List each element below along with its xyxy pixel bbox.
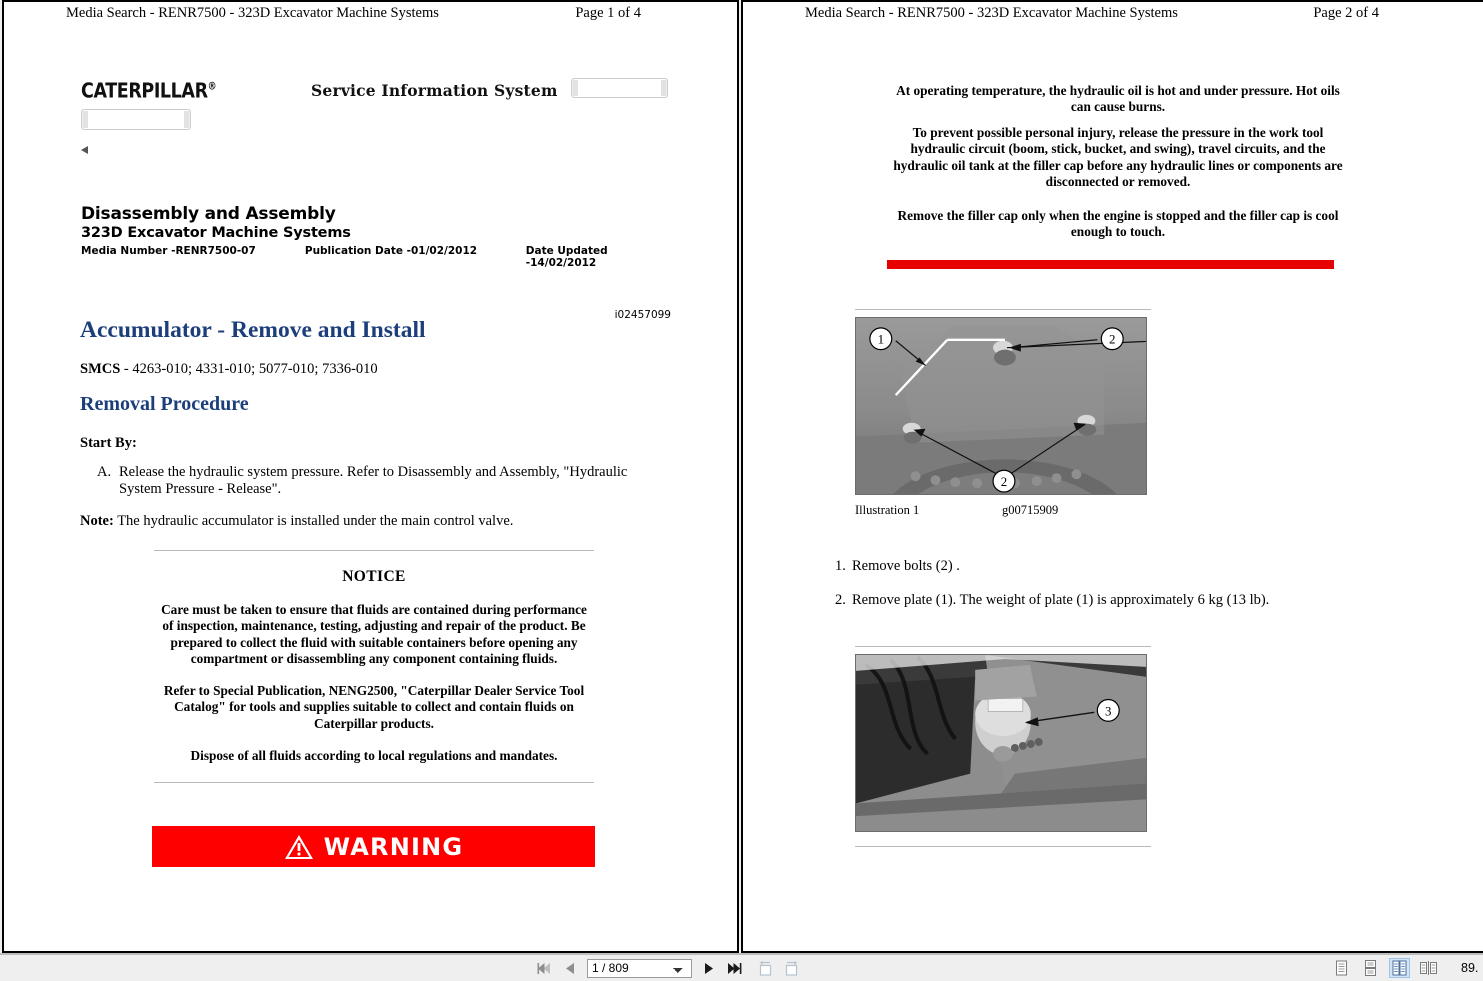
date-updated: Date Updated -14/02/2012	[525, 245, 608, 269]
sis-search-input[interactable]	[571, 78, 668, 98]
illustration-1-block	[855, 309, 1151, 518]
excavator-plate-photo	[856, 318, 1146, 494]
illustration-1-image	[855, 317, 1147, 495]
last-page-button[interactable]	[725, 958, 744, 978]
page-2-header	[743, 2, 1483, 24]
article-title: Accumulator - Remove and Install	[80, 317, 426, 343]
accumulator-photo	[856, 655, 1146, 831]
note-label: Note:	[80, 513, 114, 529]
next-page-button[interactable]	[699, 958, 718, 978]
continuous-page-icon	[1363, 960, 1378, 976]
publication-date: Publication Date -01/02/2012	[304, 245, 478, 257]
back-arrow-icon[interactable]	[81, 146, 88, 154]
registered-trademark-icon: ®	[207, 81, 217, 93]
illustration-1-caption: Illustration 1	[855, 503, 920, 517]
section-title-removal-procedure: Removal Procedure	[80, 393, 249, 415]
start-by-item	[97, 464, 672, 498]
sis-brand-row	[81, 76, 681, 126]
rotate-clockwise-button[interactable]	[782, 958, 801, 978]
page-2-header-page-label: Page 2 of 4	[1313, 4, 1379, 21]
previous-page-icon	[564, 962, 577, 975]
removal-steps-list	[835, 558, 1335, 626]
caterpillar-logo-text: CATERPILLAR	[81, 80, 208, 103]
page-navigation-group	[535, 955, 801, 981]
last-page-icon	[727, 962, 742, 975]
smcs-codes: - 4263-010; 4331-010; 5077-010; 7336-010	[120, 361, 378, 377]
page-1-header-title: Media Search - RENR7500 - 323D Excavator Machine Systems	[66, 4, 439, 21]
view-mode-group	[1331, 955, 1483, 981]
rotate-counterclockwise-icon	[757, 961, 774, 976]
svg-text:2: 2	[1000, 475, 1008, 490]
warning-banner	[152, 826, 595, 867]
hydraulic-warning-paragraph-1: At operating temperature, the hydraulic oil is hot and under pressure. Hot oils can cause burns.	[896, 83, 1340, 115]
illustration-1-graphic-id: g00715909	[1002, 503, 1059, 517]
warning-triangle-icon	[284, 834, 314, 860]
notice-paragraph-3: Dispose of all fluids according to local regulations and mandates.	[190, 748, 558, 764]
view-mode-continuous-button[interactable]	[1360, 958, 1381, 978]
notice-paragraph-1: Care must be taken to ensure that fluids are contained during performance of inspection, maintenance, testing, adjusting and repair of the product. Be prepared to collect the fluid with suitable containers before opening any compartment or disassembling any component containing fluids.	[161, 602, 587, 666]
notice-rule-top	[154, 550, 594, 551]
removal-step-text: Remove bolts (2) .	[852, 558, 960, 574]
first-page-icon	[537, 962, 552, 975]
rotate-clockwise-icon	[783, 961, 800, 976]
viewer-toolbar	[0, 955, 1483, 981]
next-page-icon	[702, 962, 715, 975]
page-2-body	[743, 24, 1483, 951]
note-text: The hydraulic accumulator is installed under the main control valve.	[113, 513, 514, 529]
removal-step-number: 1.	[835, 558, 846, 574]
document-subheading: 323D Excavator Machine Systems	[81, 225, 351, 241]
removal-step	[835, 558, 1335, 575]
view-mode-single-page-button[interactable]	[1331, 958, 1352, 978]
svg-text:3: 3	[1105, 704, 1112, 719]
view-mode-two-page-button[interactable]	[1389, 958, 1410, 978]
warning-red-bar	[887, 260, 1334, 269]
illustration-2-rule-top	[855, 646, 1151, 647]
smcs-line	[80, 361, 378, 378]
svg-text:2: 2	[1109, 332, 1116, 347]
start-by-item-text: Release the hydraulic system pressure. Refer to Disassembly and Assembly, "Hydraulic System Pressure - Release".	[119, 464, 628, 497]
illustration-1-rule-top	[855, 309, 1151, 310]
document-meta-line	[81, 245, 681, 269]
notice-block	[154, 550, 594, 783]
warning-label: WARNING	[323, 832, 464, 861]
illustration-2-block	[855, 646, 1151, 847]
page-number-select[interactable]	[587, 959, 692, 978]
removal-step	[835, 592, 1335, 609]
document-id: i02457099	[614, 309, 671, 321]
illustration-1-caption-row	[855, 503, 1151, 518]
rotate-counterclockwise-button[interactable]	[756, 958, 775, 978]
page-1-body	[4, 24, 737, 951]
single-page-icon	[1334, 960, 1349, 976]
page-1-header-page-label: Page 1 of 4	[575, 4, 641, 21]
hydraulic-warning-paragraph-3: Remove the filler cap only when the engine is stopped and the filler cap is cool enough to touch.	[897, 208, 1339, 240]
view-mode-book-view-button[interactable]	[1418, 958, 1439, 978]
notice-rule-bottom	[154, 782, 594, 783]
page-1-header	[4, 2, 737, 24]
notice-paragraph-2: Refer to Special Publication, NENG2500, "Caterpillar Dealer Service Tool Catalog" for tools and supplies suitable to collect and contain fluids on Caterpillar products.	[163, 683, 585, 731]
illustration-2-rule-bottom	[855, 846, 1151, 847]
note-line	[80, 513, 680, 530]
start-by-label: Start By:	[80, 435, 137, 451]
media-number: Media Number -RENR7500-07	[81, 245, 256, 257]
document-page-2[interactable]	[741, 0, 1483, 953]
first-page-button[interactable]	[535, 958, 554, 978]
page-2-header-title: Media Search - RENR7500 - 323D Excavator Machine Systems	[805, 4, 1178, 21]
removal-step-text: Remove plate (1). The weight of plate (1) is approximately 6 kg (13 lb).	[852, 592, 1270, 608]
svg-text:1: 1	[877, 332, 885, 347]
removal-step-number: 2.	[835, 592, 846, 608]
document-heading: Disassembly and Assembly	[81, 204, 336, 224]
media-search-input[interactable]	[81, 109, 191, 130]
app-title: Service Information System	[311, 81, 558, 100]
zoom-level-label[interactable]: 89.	[1461, 961, 1479, 975]
hydraulic-warning-paragraph-2: To prevent possible personal injury, release the pressure in the work tool hydraulic circuit (boom, stick, bucket, and swing), travel circuits, and the hydraulic oil tank at the filler cap before any hydraulic lines or components are disconnected or removed.	[893, 125, 1343, 189]
notice-title: NOTICE	[342, 568, 406, 585]
start-by-item-marker: A.	[97, 464, 112, 480]
illustration-2-image	[855, 654, 1147, 832]
book-view-icon	[1420, 960, 1437, 976]
document-metadata	[81, 204, 681, 269]
two-page-icon	[1392, 960, 1407, 976]
smcs-label: SMCS	[80, 361, 121, 377]
previous-page-button[interactable]	[561, 958, 580, 978]
caterpillar-logo	[81, 80, 216, 103]
document-page-1[interactable]	[2, 0, 739, 953]
